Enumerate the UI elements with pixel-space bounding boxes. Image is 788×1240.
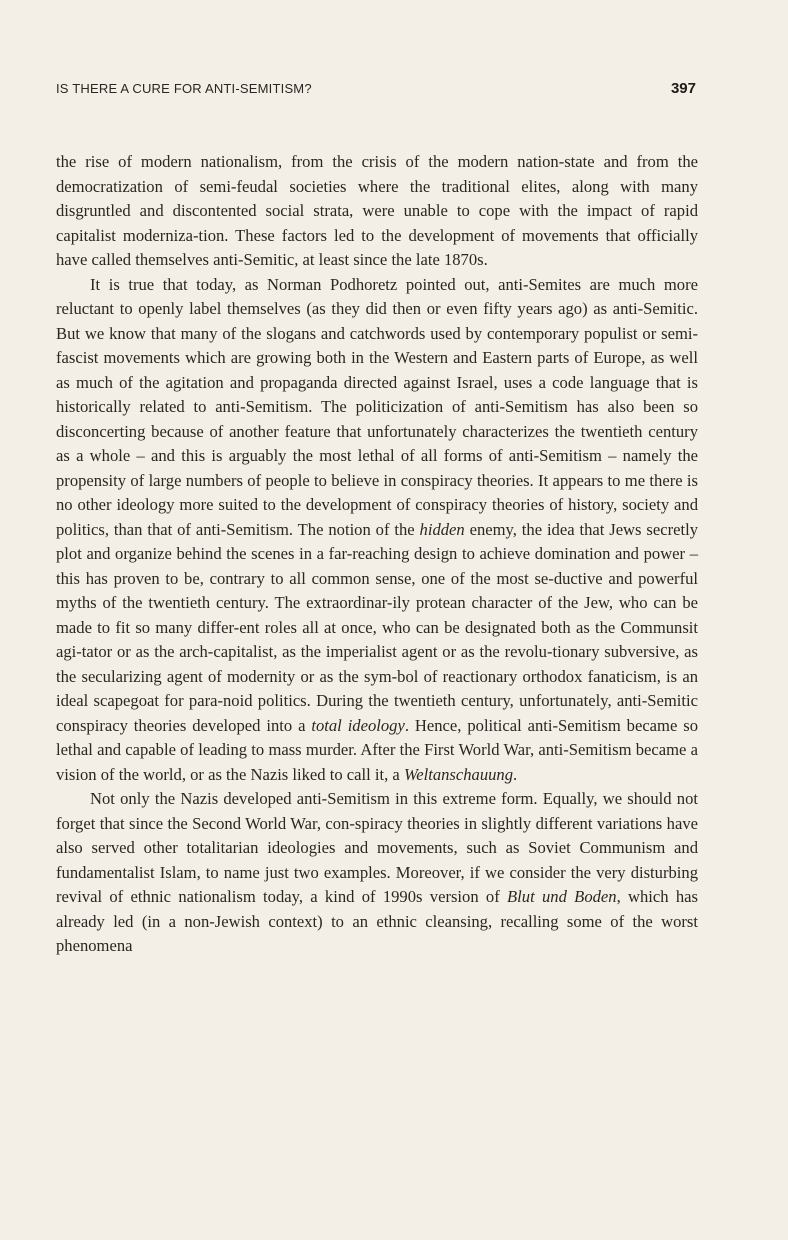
running-head (56, 80, 696, 97)
italic-term-blut-und-boden: Blut und Boden (507, 887, 617, 906)
body-text (56, 150, 698, 959)
paragraph-3 (56, 787, 698, 959)
italic-term-weltanschauung: Weltanschauung (403, 764, 514, 784)
paragraph-2 (56, 273, 698, 788)
italic-term-total-ideology: total ideology (311, 715, 405, 735)
text-segment: . (513, 764, 518, 784)
text-segment: Not only the Nazis developed anti-Semitism in this extreme form. Equally, we should not forget that since the Second World War, con-spiracy theories in slightly different variations have also served other totalitarian ideologies and movements, such as Soviet Communism and fundamentalist Islam, to name just two examples. Moreover, if we consider the very disturbing revival of ethnic nationalism today, a kind of 1990s version of (56, 789, 698, 906)
text-segment: the rise of modern nationalism, from the crisis of the modern nation-state and from the democratization of semi-feudal societies where the traditional elites, along with many disgruntled and discontented social strata, were unable to cope with the impact of rapid capitalist moderniza-tion. These factors led to the development of movements that officially have called themselves anti-Semitic, at least since the late 1870s. (56, 152, 698, 269)
text-segment: enemy, the idea that Jews secretly plot and organize behind the scenes in a far-reaching design to achieve domination and power – this has proven to be, contrary to all common sense, one of the most se-ductive and powerful myths of the twentieth century. The extraordinar-ily protean character of the Jew, who can be made to fit so many differ-ent roles all at once, who can be designated both as the Communsit agi-tator or as the arch-capitalist, as the imperialist agent or as the revolu-tionary subversive, as the secularizing agent of modernity or as the sym-bol of reactionary orthodox fanaticism, is an ideal scapegoat for para-noid politics. During the twentieth century, unfortunately, anti-Semitic conspiracy theories developed into a (56, 519, 698, 735)
text-segment: . Hence, political anti-Semitism became so lethal and capable of leading to mass murder. After the First World War, anti-Semitism became a vision of the world, or as the Nazis liked to call it, a (56, 715, 698, 784)
running-title: IS THERE A CURE FOR ANTI-SEMITISM? (56, 81, 312, 96)
paragraph-1 (56, 150, 698, 273)
text-segment: It is true that today, as Norman Podhoretz pointed out, anti-Semites are much more reluctant to openly label themselves (as they did then or even fifty years ago) as anti-Semitic. But we know that many of the slogans and catchwords used by contemporary populist or semi-fascist movements which are growing both in the Western and Eastern parts of Europe, as well as much of the agitation and propaganda directed against Israel, uses a code language that is historically related to anti-Semitism. The politicization of anti-Semitism has also been so disconcerting because of another feature that unfortunately characterizes the twentieth century as a whole – and this is arguably the most lethal of all forms of anti-Semitism – namely the propensity of large numbers of people to believe in conspiracy theories. It appears to me there is no other ideology more suited to the development of conspiracy theories of history, society and politics, than that of anti-Semitism. The notion of the (56, 274, 698, 539)
italic-term-hidden: hidden (419, 519, 465, 539)
text-segment: , which has already led (in a non-Jewish context) to an ethnic cleansing, recalling some of the worst phenomena (56, 887, 698, 955)
page-number: 397 (670, 80, 696, 97)
